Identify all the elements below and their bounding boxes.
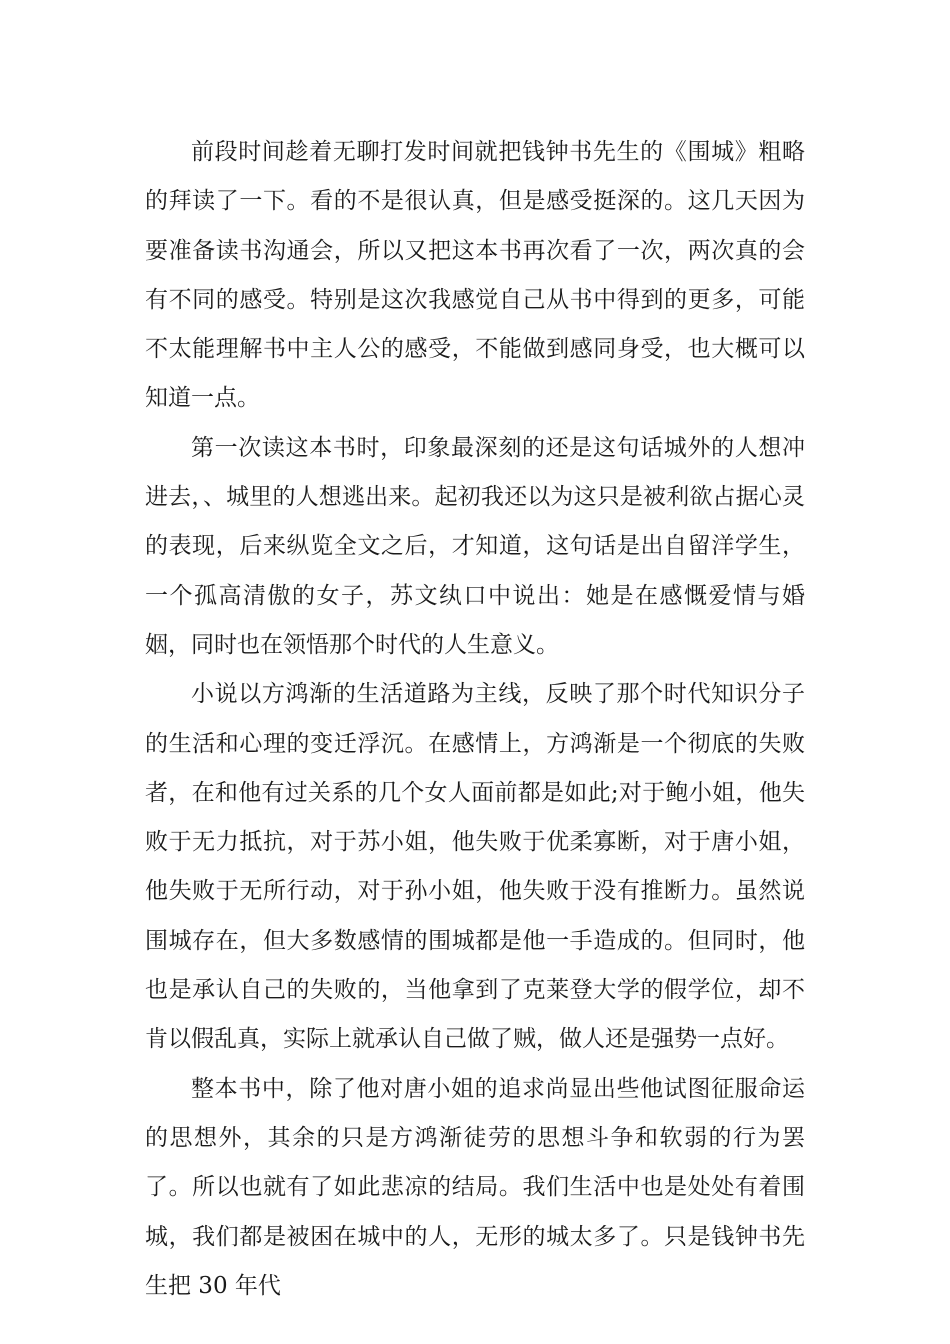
paragraph-1: 前段时间趁着无聊打发时间就把钱钟书先生的《围城》粗略的拜读了一下。看的不是很认真，但是感受挺深的。这几天因为要准备读书沟通会，所以又把这本书再次看了一次，两次真的会有不同的感受。特别是这次我感觉自己从书中得到的更多，可能不太能理解书中主人公的感受，不能做到感同身受，也大概可以知道一点。: [145, 139, 805, 412]
paragraph-2: 第一次读这本书时，印象最深刻的还是这句话城外的人想冲进去，、城里的人想逃出来。起初我还以为这只是被利欲占据心灵的表现，后来纵览全文之后，才知道，这句话是出自留洋学生，一个孤高清傲的女子，苏文纨口中说出：她是在感慨爱情与婚姻，同时也在领悟那个时代的人生意义。: [145, 434, 805, 658]
document-body: [145, 128, 805, 1311]
paragraph-3: 小说以方鸿渐的生活道路为主线，反映了那个时代知识分子的生活和心理的变迁浮沉。在感情上，方鸿渐是一个彻底的失败者，在和他有过关系的几个女人面前都是如此;对于鲍小姐，他失败于无力抵抗，对于苏小姐，他失败于优柔寡断，对于唐小姐，他失败于无所行动，对于孙小姐，他失败于没有推断力。虽然说围城存在，但大多数感情的围城都是他一手造成的。但同时，他也是承认自己的失败的，当他拿到了克莱登大学的假学位，却不肯以假乱真，实际上就承认自己做了贼，做人还是强势一点好。: [145, 681, 805, 1053]
paragraph-4: 整本书中，除了他对唐小姐的追求尚显出些他试图征服命运的思想外，其余的只是方鸿渐徒劳的思想斗争和软弱的行为罢了。所以也就有了如此悲凉的结局。我们生活中也是处处有着围城，我们都是被困在城中的人，无形的城太多了。只是钱钟书先生把 30 年代: [145, 1075, 805, 1299]
